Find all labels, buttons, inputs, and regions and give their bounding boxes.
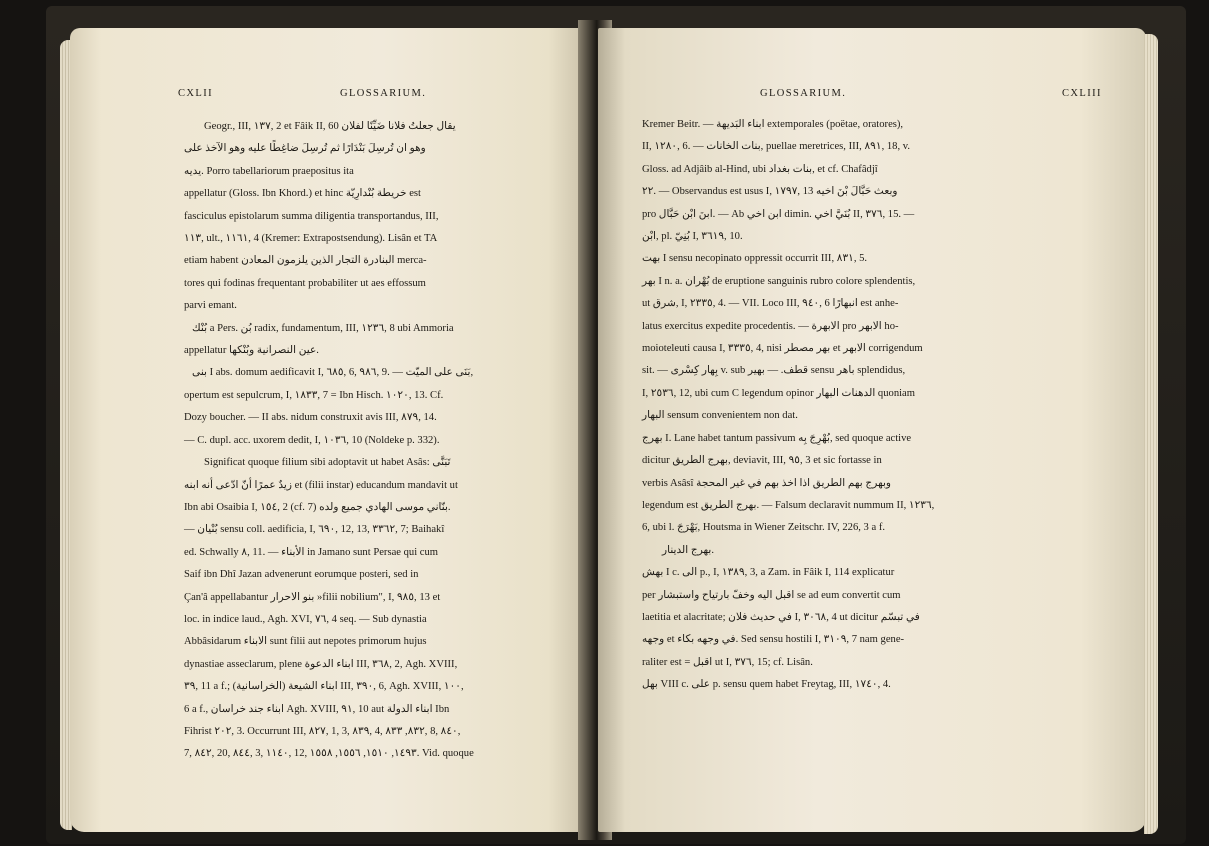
right-line: بهل VIII c. على p. sensu quem habet Freytag, III, ١٧٤٠, 4. bbox=[642, 679, 891, 691]
left-line: appellatur (Gloss. Ibn Khord.) et hinc خريطة بُنْدارِيّة est bbox=[184, 188, 421, 200]
left-line: — بُنْيان sensu coll. aedificia, I, ٦٩٠, 12, 13, ٣٣٦٢, 7; Baihakî bbox=[184, 524, 445, 536]
right-line: pro ابنَ ابْن حَبَّال. — Ab ابن اخي dimin. بُنَيَّ اخي II, ٣٧٦, 15. — bbox=[642, 208, 915, 220]
left-page-text bbox=[184, 116, 590, 766]
right-line: dicitur بهرج الطريق, deviavit, III, ٩٥, 3 et sic fortasse in bbox=[642, 455, 882, 467]
left-line: 7, ٨٤٢, 20, ٨٤٤, 3, ١١٤٠, 12, ١٤٩٣, ١٥١٠, ١٥٥٦, ١٥٥٨. Vid. quoque bbox=[184, 748, 474, 760]
right-line: بهرج I. Lane habet tantum passivum بُهْرِجَ بِه, sed quoque active bbox=[642, 432, 912, 444]
right-line: ٢٢. — Observandus est usus I, ١٧٩٧, 13 وبعث حَبَّالَ بْنَ اخيه bbox=[642, 186, 898, 198]
left-line: ed. Schwally ٨, 11. — الأبناء in Jamano sunt Persae qui cum bbox=[184, 546, 439, 558]
right-line: ut شرق, I, ٢٣٣٥, 4. — VII. Loco III, ٩٤٠, 6 انبهارًا est anhe- bbox=[642, 298, 899, 310]
right-line: per اقبل اليه وخفّ بارتياح واستبشار se ad eum convertit cum bbox=[642, 589, 901, 601]
right-line: بهش I c. الى p., I, ١٣٨٩, 3, a Zam. in Fâik I, 114 explicatur bbox=[642, 567, 895, 579]
right-line: وجهه et في وجهه بكاء. Sed sensu hostili I, ٣١٠٩, 7 nam gene- bbox=[642, 634, 905, 646]
left-line: Çan'â appellabantur بنو الاحرار »filii nobilium", I, ٩٨٥, 13 et bbox=[184, 591, 441, 603]
right-line: بهت I sensu necopinato oppressit occurrit III, ٨٣١, 5. bbox=[642, 253, 868, 265]
left-line: loc. in indice laud., Agh. XVI, ٧٦, 4 seq. — Sub dynastia bbox=[184, 613, 427, 625]
right-line: 6, ubi l. بَهْرَجَ, Houtsma in Wiener Zeitschr. IV, 226, 3 a f. bbox=[642, 522, 886, 534]
left-line: Fihrist ٢٠٢, 3. Occurrunt III, ٨٢٧, 1, 3, ٨٣٩, 4, ٨٣٢, ٨٣٣, 8, ٨٤٠, bbox=[184, 725, 461, 737]
left-line: Significat quoque filium sibi adoptavit ut habet Asâs: تَبَنَّى bbox=[204, 457, 451, 469]
right-line: laetitia et alacritate; في حديث فلان I, ٣٠٦٨, 4 ut dicitur في تبسّم bbox=[642, 611, 920, 623]
right-line: ابْن, pl. بُنِيّ I, ٣٦١٩, 10. bbox=[642, 231, 743, 243]
right-page-text bbox=[642, 114, 1102, 697]
right-page-edges bbox=[1144, 34, 1158, 834]
right-page bbox=[598, 28, 1146, 832]
left-line: وهو ان تُرسِلَ بَنْدَارًا ثم تُرسِلَ ضاغِطًا عليه وهو الآخذ على bbox=[184, 143, 426, 155]
left-page bbox=[70, 28, 590, 832]
right-line: legendum est بهرج الطريق. — Falsum declaravit nummum II, ١٢٣٦, bbox=[642, 499, 935, 511]
right-line: verbis Asâsî وبهرج بهم الطريق اذا اخذ بهم في غير المحجة bbox=[642, 477, 892, 489]
left-line: parvi emant. bbox=[184, 300, 237, 312]
right-line: Gloss. ad Adjâib al-Hind, ubi بنات بغداد, et cf. Chafâdjî bbox=[642, 163, 878, 175]
right-line: بهرج الدينار. bbox=[662, 544, 715, 556]
left-line: fasciculus epistolarum summa diligentia transportandus, III, bbox=[184, 210, 439, 222]
right-line: بهر I n. a. بُهْران de eruptione sanguinis rubro colore splendentis, bbox=[642, 275, 916, 287]
left-line: Ibn abi Osaibia I, ١٥٤, 2 (cf. 7) بنّاني موسى الهادي جميع ولده. bbox=[184, 501, 451, 513]
left-line: بُنْك a Pers. بُن radix, fundamentum, III, ١٢٣٦, 8 ubi Ammoria bbox=[192, 322, 454, 334]
right-line: II, ١٢٨٠, 6. — بنات الخانات, puellae meretrices, III, ٨٩١, 18, v. bbox=[642, 141, 911, 153]
right-line: Kremer Beitr. — ابناء البَديهة extemporales (poëtae, oratores), bbox=[642, 119, 904, 130]
right-page-number: CXLIII bbox=[1062, 88, 1102, 99]
left-line: Abbâsidarum الابناء sunt filii aut nepotes primorum hujus bbox=[184, 636, 427, 648]
left-line: Dozy boucher. — II abs. nidum construxit avis III, ٨٧٩, 14. bbox=[184, 412, 437, 424]
left-line: يديه. Porro tabellariorum praepositus ita bbox=[184, 165, 354, 177]
left-line: زيدٌ عمرًا أنّ ادّعى أنه ابنه et (filii instar) educandum mandavit ut bbox=[184, 479, 458, 491]
left-line: opertum est sepulcrum, I, ١٨٣٣, 7 = Ibn Hisch. ١٠٢٠, 13. Cf. bbox=[184, 389, 444, 401]
right-line: raliter est = اقبل ut I, ٣٧٦, 15; cf. Lisân. bbox=[642, 656, 813, 668]
right-line: moioteleuti causa I, ٣٣٣٥, 4, nisi بهر مصطر et الابهر corrigendum bbox=[642, 343, 923, 355]
left-line: dynastiae asseclarum, plene ابناء الدعوة III, ٣٦٨, 2, Agh. XVIII, bbox=[184, 658, 458, 670]
left-line: etiam habent البنادرة التجار الذين يلزمون المعادن merca- bbox=[184, 255, 427, 267]
left-running-title: GLOSSARIUM. bbox=[340, 88, 427, 99]
right-running-title: GLOSSARIUM. bbox=[760, 88, 847, 99]
left-line: Saif ibn Dhî Jazan advenerunt eorumque posteri, sed in bbox=[184, 569, 419, 581]
right-line: sit. — بِهار كِسْرى v. sub قطف. — بهير sensu باهر splendidus, bbox=[642, 365, 906, 377]
left-line: بنى I abs. domum aedificavit I, ٦٨٥, 6, ٩٨٦, 9. — بَنَى على الميّت, bbox=[192, 367, 474, 379]
left-line: Geogr., III, ١٣٧, 2 et Fâik II, 60 يقال جعلتُ فلانا ضَيِّنًا لفلان bbox=[204, 121, 456, 132]
left-line: — C. dupl. acc. uxorem dedit, I, ١٠٣٦, 10 (Noldeke p. 332). bbox=[184, 434, 440, 446]
left-line: 6 a f., ابناء جند خراسان Agh. XVIII, ٩١, 10 aut ابناء الدولة Ibn bbox=[184, 703, 450, 715]
left-line: ١١٣, ult., ١١٦١, 4 (Kremer: Extrapostsendung). Lisân et TA bbox=[184, 233, 438, 245]
right-line: البهار sensum convenientem non dat. bbox=[642, 410, 798, 422]
right-line: I, ٢٥٣٦, 12, ubi cum C legendum opinor الدهنات البهار quoniam bbox=[642, 387, 916, 399]
left-page-number: CXLII bbox=[178, 88, 213, 99]
left-line: tores qui fodinas frequentant probabiliter ut aes effossum bbox=[184, 277, 426, 289]
left-line: appellatur عين النصرانية وبُنْكها. bbox=[184, 345, 319, 357]
left-line: ٣٩, 11 a f.; ابناء الشيعة (الخراسانية) III, ٣٩٠, 6, Agh. XVIII, ١٠٠, bbox=[184, 681, 464, 693]
right-line: latus exercitus expedite procedentis. — الابهرة pro الابهر ho- bbox=[642, 320, 899, 332]
